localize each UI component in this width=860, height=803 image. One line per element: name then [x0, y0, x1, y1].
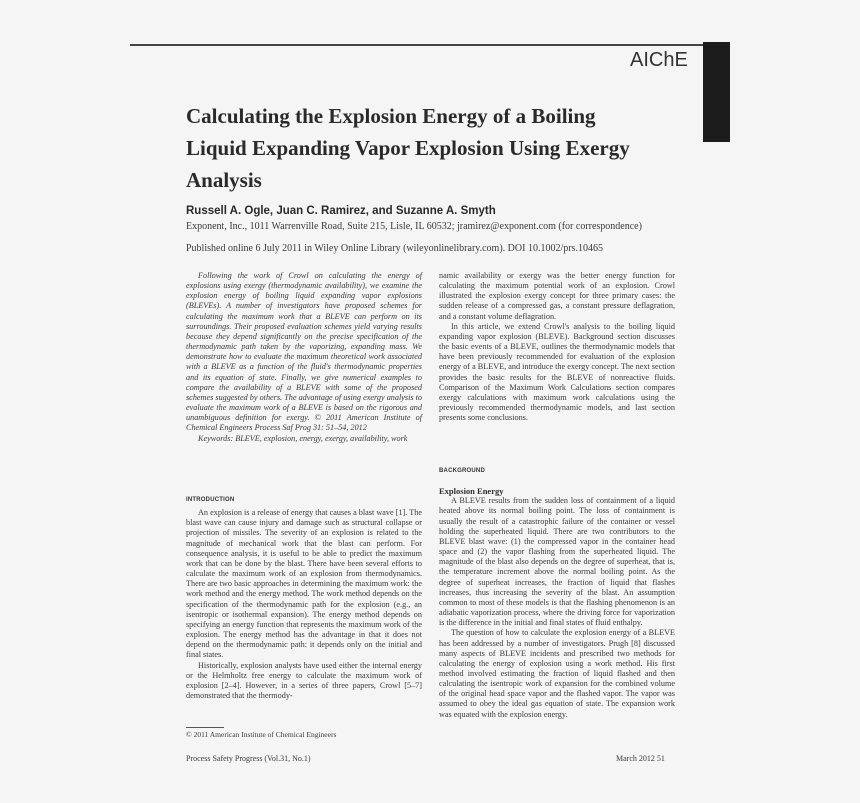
page-date-number: March 2012 51 — [616, 754, 665, 763]
section-tab — [703, 42, 730, 142]
journal-citation: Process Safety Progress (Vol.31, No.1) — [186, 754, 311, 763]
article-outline-paragraph: In this article, we extend Crowl's analysis to the boiling liquid expanding vapor explosion (BLEVE). Background section discusses the basic events of a BLEVE, outlines the thermodynamic models that have been previously recommended for evaluation of the explosion energy of a BLEVE, and introduce the exergy concept. The next section provides the basic results for the BLEVE of nonreactive fluids. Comparison of the Maximum Work Calculations section compares exergy calculations with maximum work calculations using the previously recommended thermodynamic models, and last section presents some conclusions. — [439, 321, 675, 423]
author-list: Russell A. Ogle, Juan C. Ramirez, and Suzanne A. Smyth — [186, 205, 496, 217]
top-rule — [130, 44, 703, 46]
publication-info: Published online 6 July 2011 in Wiley Online Library (wileyonlinelibrary.com). DOI 10.1002/prs.10465 — [186, 243, 603, 254]
affiliation: Exponent, Inc., 1011 Warrenville Road, Suite 215, Lisle, IL 60532; jramirez@exponent.com (for correspondence) — [186, 221, 642, 232]
continued-paragraph: namic availability or exergy was the better energy function for calculating the maximum potential work of an explosion. Crowl illustrated the explosion exergy concept for three primary cases: the sudden release of a compressed gas, a constant pressure deflagration, and a constant volume deflagration. — [439, 271, 675, 321]
explosion-energy-heading: Explosion Energy — [439, 486, 504, 497]
introduction-paragraph: An explosion is a release of energy that causes a blast wave [1]. The blast wave can cause injury and damage such as structural collapse or projection of missiles. The severity of an explosion is related to the magnitude of mechanical work that the blast can perform. For consequence analysis, it is useful to be able to predict the maximum work that can be done by the blast. There have been several efforts to calculate the maximum work of an explosion from thermodynamics. There are two basic approaches in determining the maximum work: the work method and the energy method. The work method depends on the specification of the thermodynamic path for the explosion (e.g., an isentropic or isothermal expansion). The energy method depends on specifying an energy function that represents the maximum work of the explosion. The energy method has the advantage in that it does not depend on the thermodynamic path: it depends only on the initial and final states. — [186, 508, 422, 660]
footnote-rule — [186, 727, 224, 728]
introduction-section — [186, 495, 422, 701]
journal-logo: AIChE — [630, 49, 688, 71]
background-heading: BACKGROUND — [439, 468, 485, 474]
right-column-intro — [439, 271, 675, 423]
abstract-block — [186, 271, 422, 444]
introduction-paragraph: Historically, explosion analysts have used either the internal energy or the Helmholtz free energy to calculate the maximum work of explosion [2–4]. However, in a series of three papers, Crowl [5–7] demonstrated that the thermody- — [186, 660, 422, 700]
background-paragraph: A BLEVE results from the sudden loss of containment of a liquid heated above its normal boiling point. The loss of containment is usually the result of a catastrophic failure of the container or vessel holding the superheated liquid. There are two contributors to the BLEVE blast wave: (1) the compressed vapor in the container head space and (2) the vapor flashing from the superheated liquid. The magnitude of the blast also depends on the degree of superheat, that is, the temperature increment above the normal boiling point. As the degree of superheat increases, the fraction of liquid that flashes increases, thus increasing the severity of the blast. An assumption common to most of these models is that the flashing phenomenon is an adiabatic vaporization process, where the driving force for vaporization is the difference in the initial and final states of fluid enthalpy. — [439, 496, 675, 628]
keywords: Keywords: BLEVE, explosion, energy, exergy, availability, work — [198, 433, 408, 443]
article-title: Calculating the Explosion Energy of a Boiling Liquid Expanding Vapor Explosion Using Exergy Analysis — [186, 104, 630, 192]
background-paragraph: The question of how to calculate the explosion energy of a BLEVE has been addressed by a number of investigators. Prugh [8] discussed many aspects of BLEVE incidents and prescribed two methods for calculating the energy of explosion using a work method. His first method involved estimating the fraction of liquid flashed and then calculating the isentropic work of expansion for the combined volume of the original head space vapor and the flashed vapor. The vapor was assumed to obey the ideal gas equation of state. The expansion work was equated with the explosion energy. — [439, 628, 675, 719]
copyright-footnote: © 2011 American Institute of Chemical Engineers — [186, 730, 337, 739]
background-section — [439, 466, 675, 720]
introduction-heading: INTRODUCTION — [186, 497, 235, 503]
abstract-text: Following the work of Crowl on calculating the energy of explosions using exergy (thermodynamic availability), we examine the explosion energy of boiling liquid expanding vapor explosions (BLEVEs). A number of investigators have proposed schemes for calculating the maximum work that a BLEVE can perform on its surroundings. Their proposed evaluation schemes yield varying results because they depend significantly on the precise specification of the thermodynamic path taken by the vaporizing, expanding mass. We demonstrate how to evaluate the maximum theoretical work associated with a BLEVE as a function of the fluid's thermodynamic properties and its equation of state. Finally, we give numerical examples to compare the availability of a BLEVE with some of the proposed schemes suggested by others. The advantage of using exergy analysis to evaluate the maximum work of a BLEVE is based on the rigorous and unambiguous definition for exergy. © 2011 American Institute of Chemical Engineers Process Saf Prog 31: 51–54, 2012 — [186, 271, 422, 433]
